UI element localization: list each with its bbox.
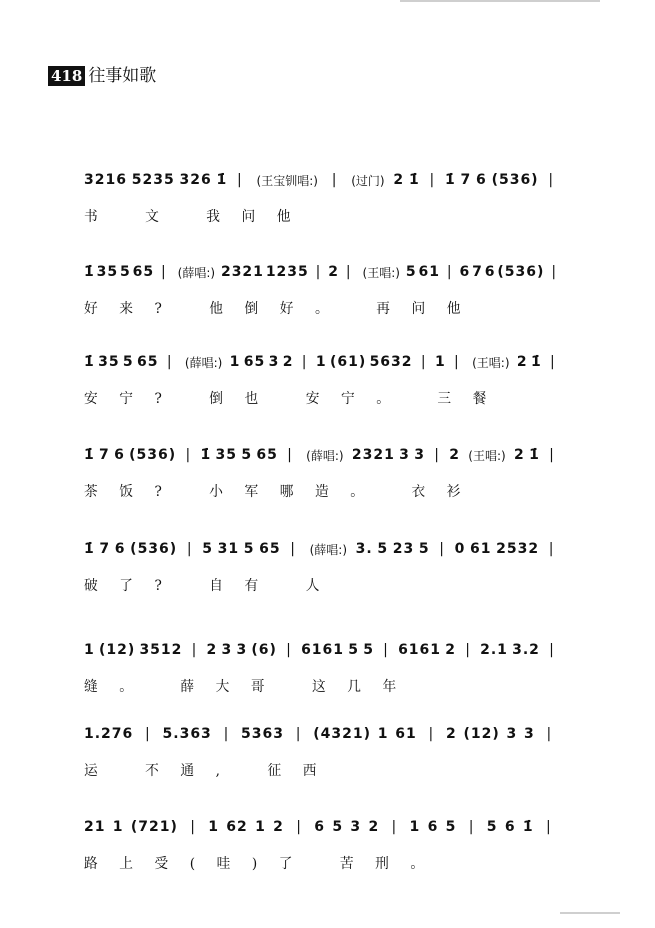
note-group: (4321) [313,726,371,742]
singer-cue: (过门) [351,173,385,188]
note-group: (61) [329,354,367,370]
note-group: (6) [251,642,277,658]
note-group: 1̇ [529,447,540,463]
note-group: 2 [445,726,457,742]
barline: | [290,541,296,557]
note-group: 1̇ [522,819,534,835]
barline: | [465,642,471,658]
note-group: 7 [99,541,111,557]
note-group: 5 [377,541,389,557]
note-group: 6 [476,172,487,188]
lyric-row: 安宁? 倒也 安宁。 三餐 [84,391,508,407]
note-group: 6 [504,819,516,835]
note-group: 1 [315,354,327,370]
book-title: 往事如歌 [88,66,157,86]
note-group: 2532 [496,541,540,557]
note-group: (536) [130,541,178,557]
note-group: 5632 [369,354,413,370]
lyric-row: 书 文 我问他 [84,209,313,225]
note-group: 5 [405,264,417,280]
barline: | [345,264,352,280]
notation-row [84,722,564,746]
note-group: 3216 [84,172,127,188]
barline: | [551,264,558,280]
note-group: 5 [445,819,457,835]
notation-row [84,815,564,839]
notation-row [84,350,564,374]
barline: | [185,447,192,463]
note-group: 3 [506,726,518,742]
barline: | [186,541,193,557]
barline: | [191,642,198,658]
barline: | [550,354,556,370]
singer-cue: (薛唱:) [177,265,216,280]
note-group: 5 [243,541,255,557]
note-group: 61 [395,726,417,742]
note-group: 31 [217,541,240,557]
note-group: 2.1 [480,642,508,658]
barline: | [301,354,308,370]
barline: | [548,172,555,188]
barline: | [549,642,555,658]
singer-cue: (王唱:) [362,265,400,280]
note-group: 1235 [265,264,309,280]
note-group: 6 [427,819,439,835]
singer-cue: (薛唱:) [306,448,344,463]
score-line-6 [84,638,564,696]
barline: | [237,172,243,188]
note-group: 0 [454,541,466,557]
note-group: 5 [241,447,253,463]
note-group: 2 [368,819,380,835]
score-line-1 [84,168,564,226]
note-group: 1̇ [200,447,212,463]
page-header [48,66,156,86]
barline: | [166,354,173,370]
note-group: 2321 [220,264,264,280]
note-group: 3 [221,642,233,658]
note-group: 21 [84,819,106,835]
note-group: 1̇ [84,541,95,557]
top-right-scan-mark [400,0,600,2]
note-group: 1̇ [84,447,95,463]
lyric-row: 路上受(哇)了 苦刑。 [84,856,446,872]
barline: | [383,642,389,658]
barline: | [428,726,435,742]
note-group: 65 [132,264,155,280]
note-group: 1 [84,642,95,658]
note-group: 2 [282,354,294,370]
note-group: 2 [445,642,456,658]
note-group: 3 [268,354,280,370]
lyric-row: 破了? 自有 人 [84,578,341,594]
note-group: 3.2 [512,642,540,658]
note-group: 1 [255,819,266,835]
barline: | [420,354,427,370]
score-line-3 [84,350,564,408]
note-group: (536) [491,172,539,188]
barline: | [286,642,292,658]
barline: | [545,819,552,835]
note-group: 6 [314,819,325,835]
singer-cue: (王唱:) [468,448,506,463]
barline: | [296,819,302,835]
note-group: 2 [514,447,525,463]
note-group: 2 [273,819,284,835]
barline: | [161,264,167,280]
note-group: 5 [363,642,374,658]
singer-cue: (王宝钏唱:) [256,173,318,188]
note-group: 3 [414,447,425,463]
note-group: 6 [114,541,126,557]
note-group: 6 [459,264,471,280]
note-group: 1 [208,819,219,835]
note-group: 7 [99,447,110,463]
note-group: 2 [328,264,340,280]
note-group: 1̇ [84,264,95,280]
barline: | [546,726,553,742]
note-group: 1̇ [408,172,420,188]
note-group: 35 [215,447,238,463]
note-group: 2 [449,447,460,463]
barline: | [454,354,460,370]
barline: | [549,447,555,463]
note-group: 5 [120,264,131,280]
lyric-row: 茶饭? 小军哪造。 衣衫 [84,484,482,500]
barline: | [446,264,453,280]
barline: | [468,819,475,835]
note-group: 2 [516,354,528,370]
page-number: 418 [48,66,85,86]
note-group: 65 [243,354,266,370]
note-group: 2 [206,642,218,658]
note-group: 6161 [398,642,442,658]
note-group: 6 [114,447,125,463]
note-group: 5 [332,819,344,835]
lyric-row: 缝。 薛大哥 这几年 [84,679,418,695]
barline: | [391,819,398,835]
note-group: (536) [129,447,177,463]
note-group: 1 [112,819,124,835]
barline: | [190,819,196,835]
note-group: 1 [434,354,446,370]
note-group: 3512 [139,642,183,658]
note-group: 23 [392,541,415,557]
note-group: 61 [418,264,440,280]
barline: | [548,541,555,557]
note-group: 62 [226,819,248,835]
notation-row [84,260,564,284]
note-group: 65 [259,541,281,557]
note-group: 5 [486,819,498,835]
score-line-7 [84,722,564,780]
note-group: (536) [497,264,545,280]
barline: | [434,447,440,463]
barline: | [429,172,436,188]
barline: | [145,726,151,742]
singer-cue: (薛唱:) [309,542,348,557]
notation-row [84,443,564,467]
bottom-scan-mark [560,912,620,914]
note-group: 3 [523,726,535,742]
note-group: 1̇ [216,172,228,188]
barline: | [223,726,230,742]
note-group: 5235 [131,172,175,188]
note-group: 5363 [241,726,284,742]
note-group: 3 [350,819,362,835]
note-group: 3 [236,642,248,658]
note-group: 5.363 [162,726,212,742]
note-group: (721) [130,819,178,835]
lyric-row: 运 不通, 征西 [84,763,338,779]
note-group: 2321 [351,447,395,463]
note-group: 5 [348,642,359,658]
note-group: 1.276 [84,726,134,742]
score-line-5 [84,537,564,595]
barline: | [287,447,293,463]
singer-cue: (薛唱:) [184,355,223,370]
note-group: (12) [98,642,136,658]
note-group: 7 [460,172,472,188]
barline: | [315,264,322,280]
notation-row [84,168,564,192]
note-group: 5 [418,541,430,557]
singer-cue: (王唱:) [472,355,510,370]
note-group: 326 [179,172,212,188]
note-group: 6 [484,264,496,280]
note-group: 65 [137,354,159,370]
barline: | [295,726,302,742]
note-group: 1 [229,354,241,370]
note-group: 35 [96,264,119,280]
barline: | [439,541,445,557]
note-group: 5 [202,541,213,557]
note-group: 1̇ [530,354,542,370]
note-group: 3 [399,447,410,463]
note-group: 6161 [301,642,345,658]
note-group: (12) [463,726,500,742]
note-group: 1 [377,726,389,742]
note-group: 1 [409,819,421,835]
note-group: 61 [470,541,492,557]
note-group: 7 [472,264,483,280]
notation-row [84,537,564,561]
note-group: 3. [355,541,373,557]
note-group: 1̇ [444,172,456,188]
score-line-2 [84,260,564,318]
note-group: 35 [98,354,120,370]
barline: | [331,172,338,188]
score-line-4 [84,443,564,501]
note-group: 2 [393,172,405,188]
note-group: 65 [256,447,278,463]
lyric-row: 好来? 他倒好。 再问他 [84,301,482,317]
notation-row [84,638,564,662]
note-group: 5 [122,354,134,370]
score-line-8 [84,815,564,873]
note-group: 1̇ [84,354,95,370]
